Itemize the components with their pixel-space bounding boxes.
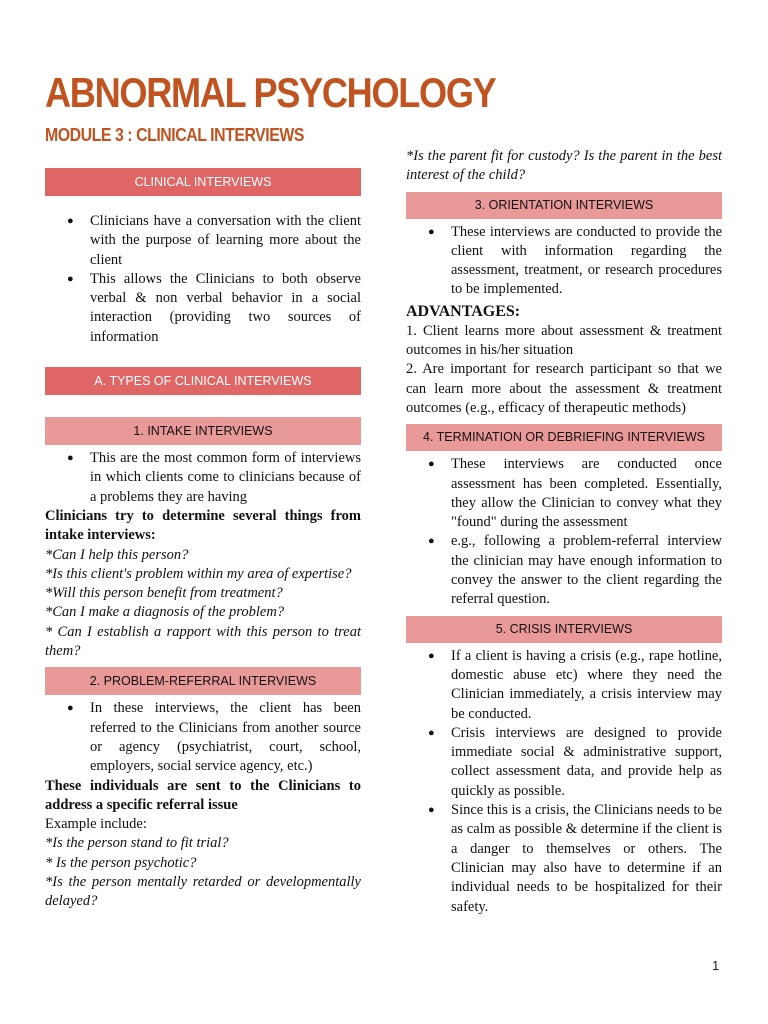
list-item: ● This allows the Clinicians to both observe verbal & non verbal behavior in a social interaction (providing two sources of information [45, 270, 361, 347]
list-item: ● These interviews are conducted to provide the client with information regarding the assessment, treatment, or research procedures to be implemented. [406, 223, 722, 300]
clinical-interviews-list [45, 212, 361, 347]
section-header-problem-referral: 2. PROBLEM-REFERRAL INTERVIEWS [45, 667, 361, 695]
section-header-orientation: 3. ORIENTATION INTERVIEWS [406, 192, 722, 219]
document-title: ABNORMAL PSYCHOLOGY [45, 69, 496, 116]
example-label: Example include: [45, 816, 147, 833]
intake-question: *Can I help this person? [45, 546, 189, 563]
intake-question: *Is this client's problem within my area of expertise? [45, 565, 352, 582]
section-header-crisis: 5. CRISIS INTERVIEWS [406, 616, 722, 643]
section-header-types: A. TYPES OF CLINICAL INTERVIEWS [45, 367, 361, 395]
right-column [406, 147, 722, 917]
list-item: ● If a client is having a crisis (e.g., rape hotline, domestic abuse etc) where they need the Clinician immediately, a crisis interview may be conducted. [406, 647, 722, 724]
section-header-clinical-interviews: CLINICAL INTERVIEWS [45, 168, 361, 196]
section-header-intake: 1. INTAKE INTERVIEWS [45, 417, 361, 445]
termination-list [406, 455, 722, 609]
advantage-item: 2. Are important for research participant so that we can learn more about the assessment & treatment outcomes (e.g., efficacy of therapeutic methods) [406, 361, 722, 416]
left-column [45, 162, 361, 912]
advantage-item: 1. Client learns more about assessment & treatment outcomes in his/her situation [406, 322, 722, 359]
list-item: ● e.g., following a problem-referral interview the clinician may have enough information to convey the answer to the client regarding the referral question. [406, 532, 722, 609]
orientation-list [406, 223, 722, 300]
problem-referral-list [45, 699, 361, 776]
list-item: ● Since this is a crisis, the Clinicians needs to be as calm as possible & determine if the client is a danger to themselves or others. The Clinician may also have to determine if an individual needs to be hospitalized for their safety. [406, 801, 722, 917]
advantages-label: ADVANTAGES: [406, 302, 521, 320]
list-item: ● In these interviews, the client has been referred to the Clinicians from another source or agency (psychiatrist, court, school, employers, social service agency, etc.) [45, 699, 361, 776]
list-item: ● These interviews are conducted once assessment has been completed. Essentially, they allow the Clinician to convey what they "found" during the assessment [406, 455, 722, 532]
list-item: ● Clinicians have a conversation with the client with the purpose of learning more about the client [45, 212, 361, 270]
continuation-text: *Is the parent fit for custody? Is the parent in the best interest of the child? [406, 148, 722, 184]
list-item: ● This are the most common form of interviews in which clients come to clinicians because of a problems they are having [45, 449, 361, 507]
crisis-list [406, 647, 722, 917]
example-item: *Is the person stand to fit trial? [45, 835, 229, 852]
example-item: *Is the person mentally retarded or developmentally delayed? [45, 874, 361, 910]
intake-question: *Can I make a diagnosis of the problem? [45, 604, 285, 621]
intake-list [45, 449, 361, 507]
problem-referral-bold-text: These individuals are sent to the Clinicians to address a specific referral issue [45, 777, 361, 813]
example-item: * Is the person psychotic? [45, 854, 197, 871]
intake-question: * Can I establish a rapport with this person to treat them? [45, 623, 361, 660]
intake-question: *Will this person benefit from treatment? [45, 585, 283, 602]
section-header-termination: 4. TERMINATION OR DEBRIEFING INTERVIEWS [406, 424, 722, 451]
intake-bold-text: Clinicians try to determine several things from intake interviews: [45, 507, 361, 544]
module-subtitle: MODULE 3 : CLINICAL INTERVIEWS [45, 125, 305, 145]
list-item: ● Crisis interviews are designed to provide immediate social & administrative support, collect assessment data, and provide help as quickly as possible. [406, 724, 722, 801]
page-number: 1 [712, 958, 720, 973]
